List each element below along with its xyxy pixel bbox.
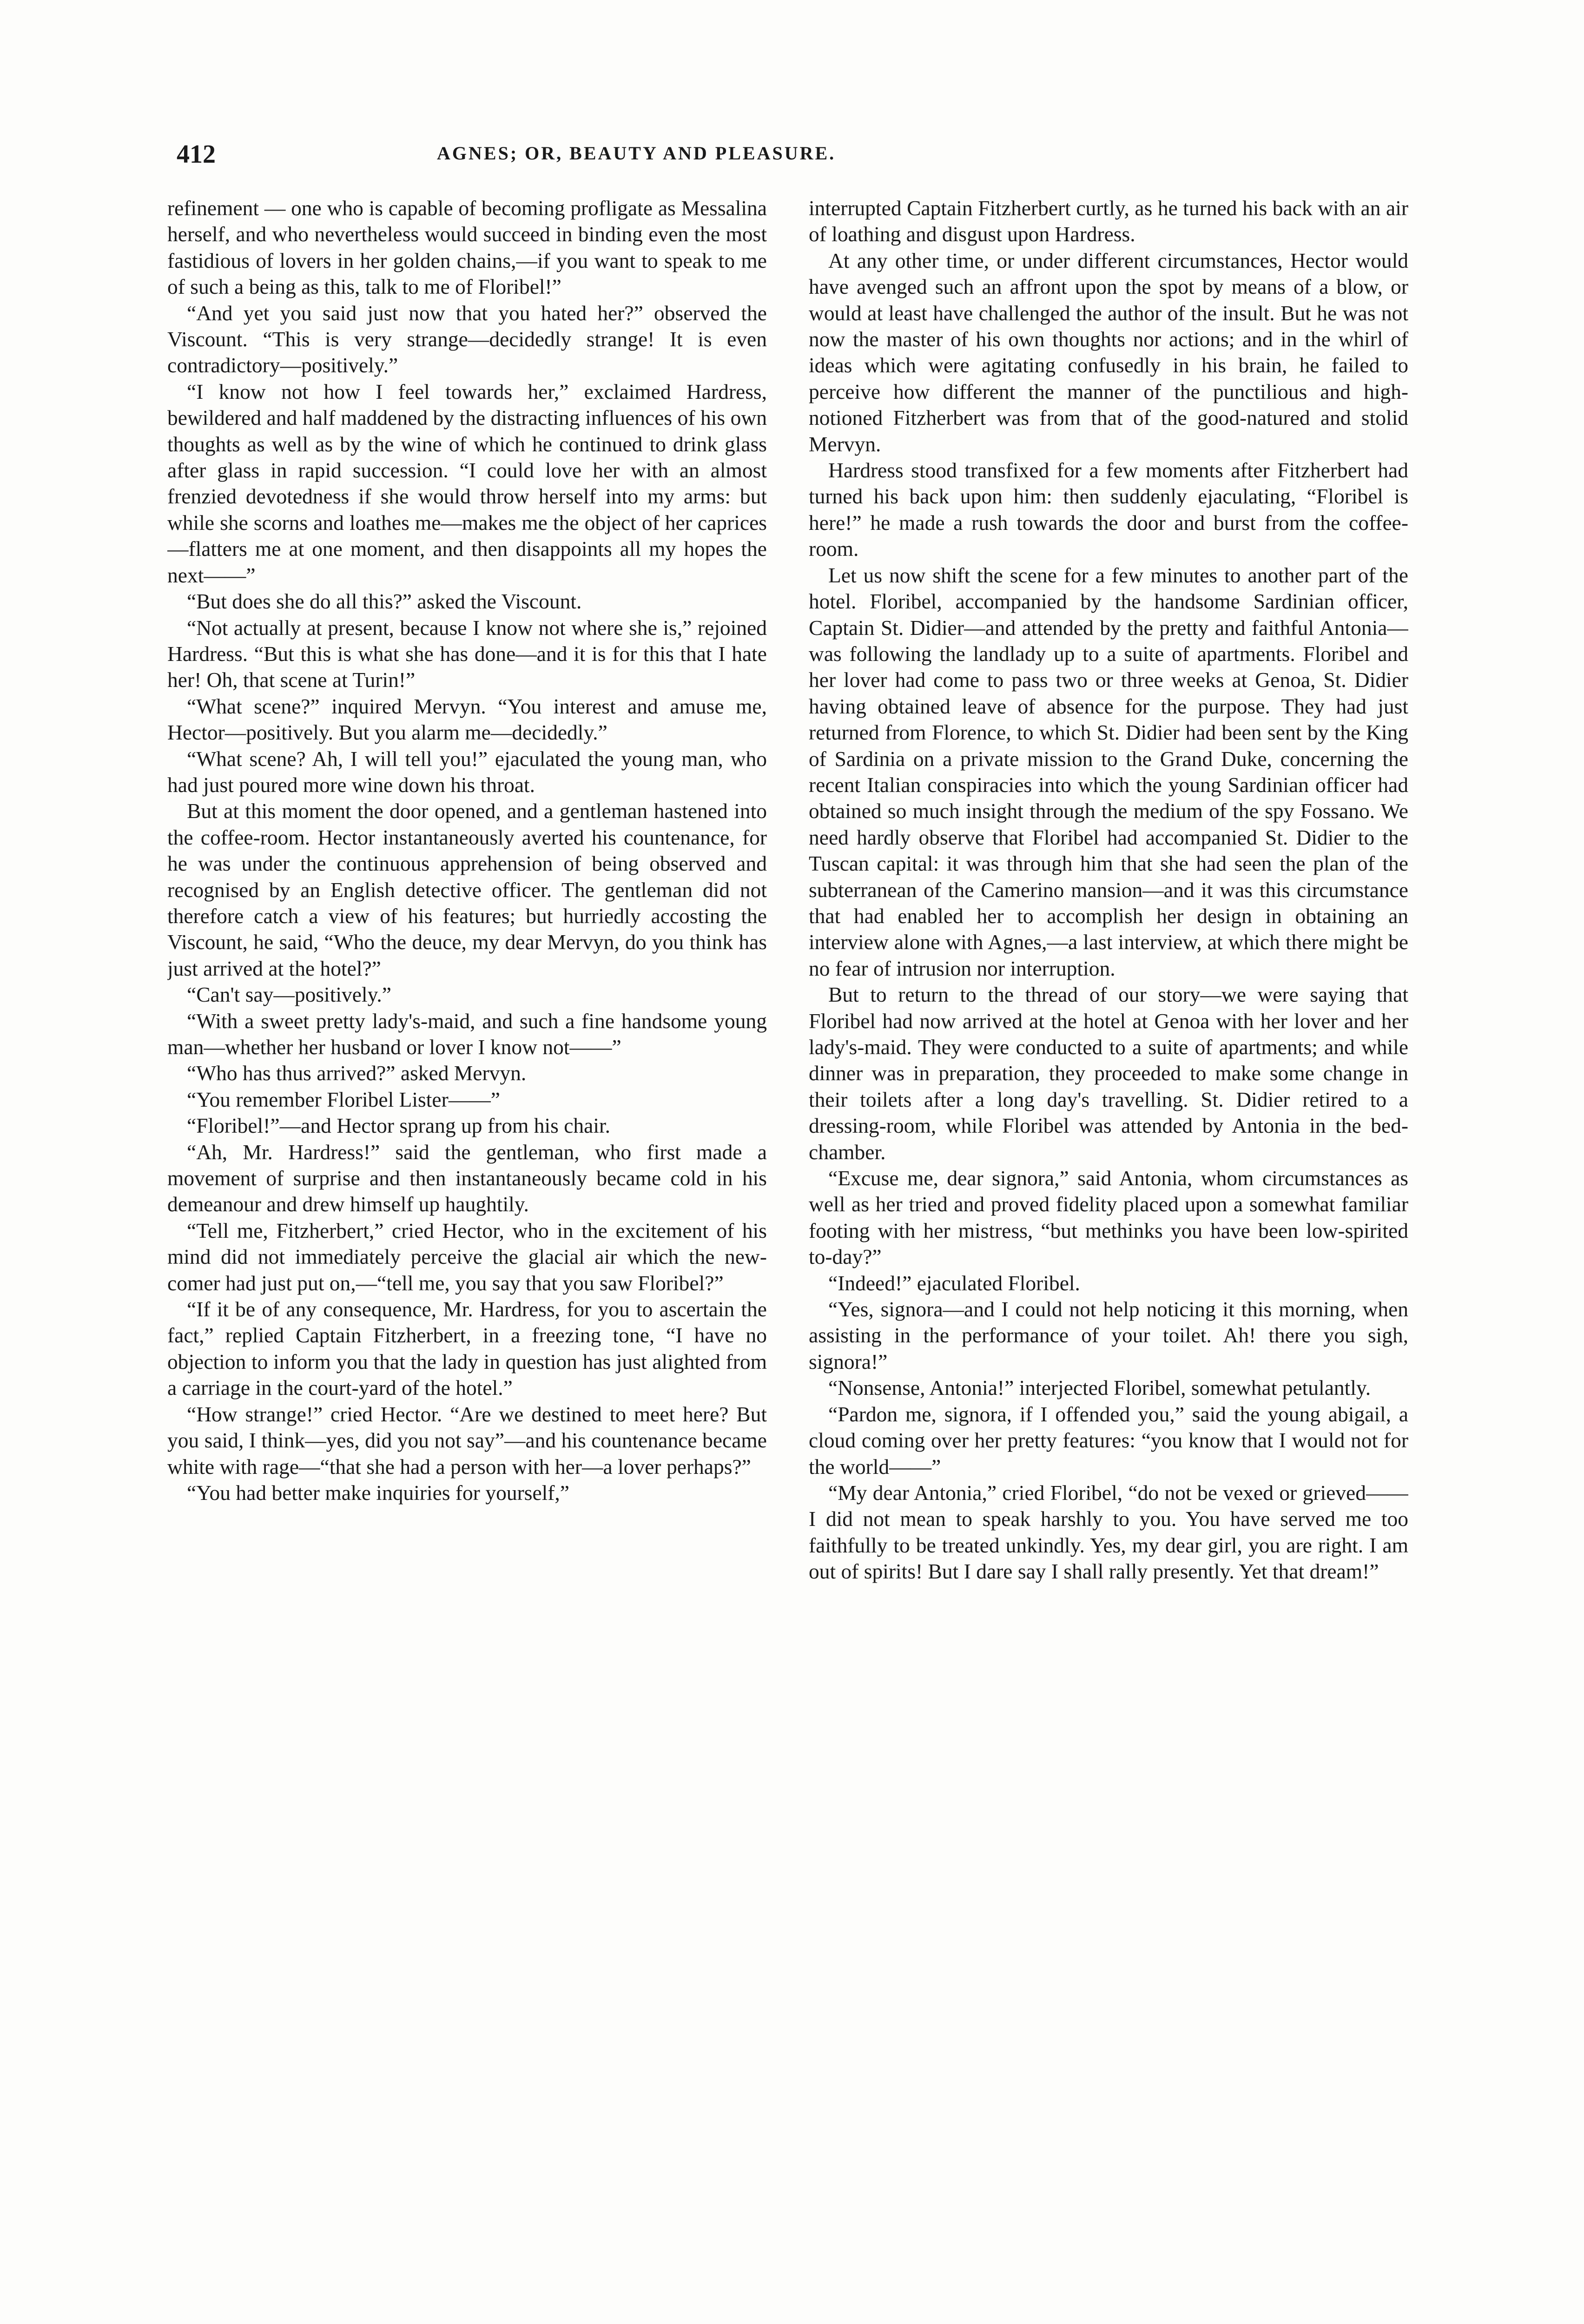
paragraph: interrupted Captain Fitzherbert curtly, as he turned his back with an air of loathing and disgust upon Hardress. [809,196,1408,246]
paragraph: “My dear Antonia,” cried Floribel, “do not be vexed or grieved——I did not mean to speak harshly to you. You have served me too faithfully to be treated unkindly. Yes, my dear girl, you are right. I am out of spirits! But I dare say I shall rally presently. Yet that dream!” [809,1480,1408,1584]
paragraph: “Tell me, Fitzherbert,” cried Hector, who in the excitement of his mind did not immediately perceive the glacial air which the new-comer had just put on,—“tell me, you say that you saw Floribel?” [167,1218,767,1295]
paragraph: But to return to the thread of our story—we were saying that Floribel had now arrived at the hotel at Genoa with her lover and her lady's-maid. They were conducted to a suite of apartments; and while dinner was in preparation, they proceeded to make some change in their toilets after a long day's travelling. St. Didier retired to a dressing-room, while Floribel was attended by Antonia in the bed-chamber. [809,983,1408,1164]
paragraph: refinement — one who is capable of becoming profligate as Messalina herself, and who nevertheless would succeed in binding even the most fastidious of lovers in her golden chains,—if you want to speak to me of such a being as this, talk to me of Floribel!” [167,196,767,299]
running-head [177,139,1418,167]
paragraph: “How strange!” cried Hector. “Are we destined to meet here? But you said, I think—yes, did you not say”—and his countenance became white with rage—“that she had a person with her—a lover perhaps?” [167,1402,767,1479]
running-title: AGNES; OR, BEAUTY AND PLEASURE. [437,143,836,164]
paragraph: Let us now shift the scene for a few minutes to another part of the hotel. Floribel, accompanied by the handsome Sardinian officer, Captain St. Didier—and attended by the pretty and faithful Antonia—was following the landlady up to a suite of apartments. Floribel and her lover had come to pass two or three weeks at Genoa, St. Didier having obtained leave of absence for the purpose. They had just returned from Florence, to which St. Didier had been sent by the King of Sardinia on a private mission to the Grand Duke, concerning the recent Italian conspiracies into which the young Sardinian officer had obtained so much insight through the medium of the spy Fossano. We need hardly observe that Floribel had accompanied St. Didier to the Tuscan capital: it was through him that she had seen the plan of the subterranean of the Camerino mansion—and it was this circumstance that had enabled her to accomplish her design in obtaining an interview alone with Agnes,—a last interview, at which there might be no fear of intrusion nor interruption. [809,563,1408,980]
paragraph: “I know not how I feel towards her,” exclaimed Hardress, bewildered and half maddened by the distracting influences of his own thoughts as well as by the wine of which he continued to drink glass after glass in rapid succession. “I could love her with an almost frenzied devotedness if she would throw herself into my arms: but while she scorns and loathes me—makes me the object of her caprices—flatters me at one moment, and then disappoints all my hopes the next——” [167,379,767,587]
paragraph: “Floribel!”—and Hector sprang up from his chair. [187,1114,610,1138]
paragraph: “Not actually at present, because I know not where she is,” rejoined Hardress. “But this is what she has done—and it is for this that I hate her! Oh, that scene at Turin!” [167,615,767,692]
paragraph: “Indeed!” ejaculated Floribel. [828,1271,1080,1295]
paragraph: “With a sweet pretty lady's-maid, and such a fine handsome young man—whether her husband or lover I know not——” [167,1009,767,1059]
paragraph: “What scene? Ah, I will tell you!” ejaculated the young man, who had just poured more wine down his throat. [167,746,767,797]
page-number: 412 [177,140,216,169]
paragraph: At any other time, or under different circumstances, Hector would have avenged such an affront upon the spot by means of a blow, or would at least have challenged the author of the insult. But he was not now the master of his own thoughts nor actions; and in the whirl of ideas which were agitating confusedly in his brain, he failed to perceive how different the manner of the punctilious and high-notioned Fitzherbert was from that of the good-natured and stolid Mervyn. [809,248,1408,456]
paragraph: “What scene?” inquired Mervyn. “You interest and amuse me, Hector—positively. But you alarm me—decidedly.” [167,694,767,745]
paragraph: Hardress stood transfixed for a few moments after Fitzherbert had turned his back upon him: then suddenly ejaculating, “Floribel is here!” he made a rush towards the door and burst from the coffee-room. [809,458,1408,561]
paragraph: “You remember Floribel Lister——” [187,1087,500,1111]
paragraph: “Can't say—positively.” [187,983,391,1007]
text-column-right [809,195,1408,2319]
paragraph: “You had better make inquiries for yourself,” [187,1480,569,1505]
paragraph: “Nonsense, Antonia!” interjected Floribel, somewhat petulantly. [828,1376,1371,1400]
paragraph: “If it be of any consequence, Mr. Hardress, for you to ascertain the fact,” replied Captain Fitzherbert, in a freezing tone, “I have no objection to inform you that the lady in question has just alighted from a carriage in the court-yard of the hotel.” [167,1297,767,1400]
paragraph: “But does she do all this?” asked the Viscount. [187,589,582,614]
paragraph: “Yes, signora—and I could not help noticing it this morning, when assisting in the performance of your toilet. Ah! there you sigh, signora!” [809,1297,1408,1373]
paragraph: But at this moment the door opened, and a gentleman hastened into the coffee-room. Hector instantaneously averted his countenance, for he was under the continuous apprehension of being observed and recognised by an English detective officer. The gentleman did not therefore catch a view of his features; but hurriedly accosting the Viscount, he said, “Who the deuce, my dear Mervyn, do you think has just arrived at the hotel?” [167,799,767,980]
paragraph: “Pardon me, signora, if I offended you,” said the young abigail, a cloud coming over her pretty features: “you know that I would not for the world——” [809,1402,1408,1479]
paragraph: “Who has thus arrived?” asked Mervyn. [187,1061,527,1085]
text-column-left [167,195,767,2319]
paragraph: “Ah, Mr. Hardress!” said the gentleman, who first made a movement of surprise and then instantaneously became cold in his demeanour and drew himself up haughtily. [167,1140,767,1216]
paragraph: “Excuse me, dear signora,” said Antonia, whom circumstances as well as her tried and proved fidelity placed upon a somewhat familiar footing with her mistress, “but methinks you have been low-spirited to-day?” [809,1166,1408,1269]
paragraph: “And yet you said just now that you hated her?” observed the Viscount. “This is very strange—decidedly strange! It is even contradictory—positively.” [167,301,767,377]
